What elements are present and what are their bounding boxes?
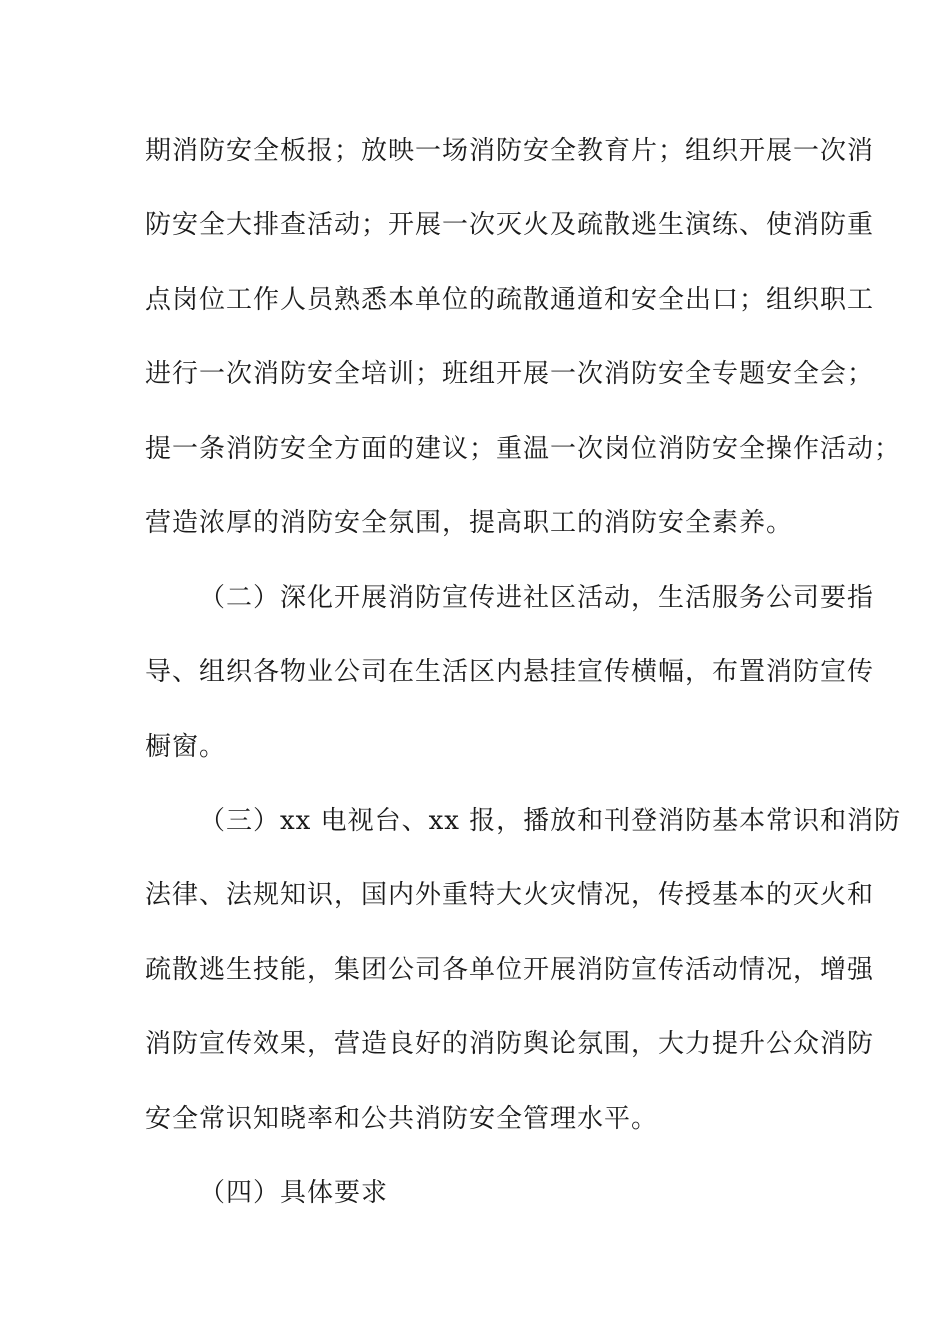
text-line: 进行一次消防安全培训；班组开展一次消防安全专题安全会； [145,359,875,389]
text-line: 防安全大排查活动；开展一次灭火及疏散逃生演练、使消防重 [145,210,875,240]
text-line: 期消防安全板报；放映一场消防安全教育片；组织开展一次消 [145,136,875,166]
text-line: 安全常识知晓率和公共消防安全管理水平。 [145,1104,659,1134]
paragraph-heading-2: （二）深化开展消防宣传进社区活动，生活服务公司要指 [199,583,875,613]
text-line: 点岗位工作人员熟悉本单位的疏散通道和安全出口；组织职工 [145,285,875,315]
paragraph-heading-4: （四）具体要求 [199,1178,389,1208]
text-line: 导、组织各物业公司在生活区内悬挂宣传横幅，布置消防宣传 [145,657,875,687]
paragraph-heading-3: （三）xx 电视台、xx 报，播放和刊登消防基本常识和消防 [199,806,902,836]
text-line: 法律、法规知识，国内外重特大火灾情况，传授基本的灭火和 [145,880,875,910]
text-line: 提一条消防安全方面的建议；重温一次岗位消防安全操作活动； [145,434,902,464]
text-line: 营造浓厚的消防安全氛围，提高职工的消防安全素养。 [145,508,794,538]
text-line: 疏散逃生技能，集团公司各单位开展消防宣传活动情况，增强 [145,955,875,985]
text-line: 橱窗。 [145,732,227,762]
text-line: 消防宣传效果，营造良好的消防舆论氛围，大力提升公众消防 [145,1029,875,1059]
